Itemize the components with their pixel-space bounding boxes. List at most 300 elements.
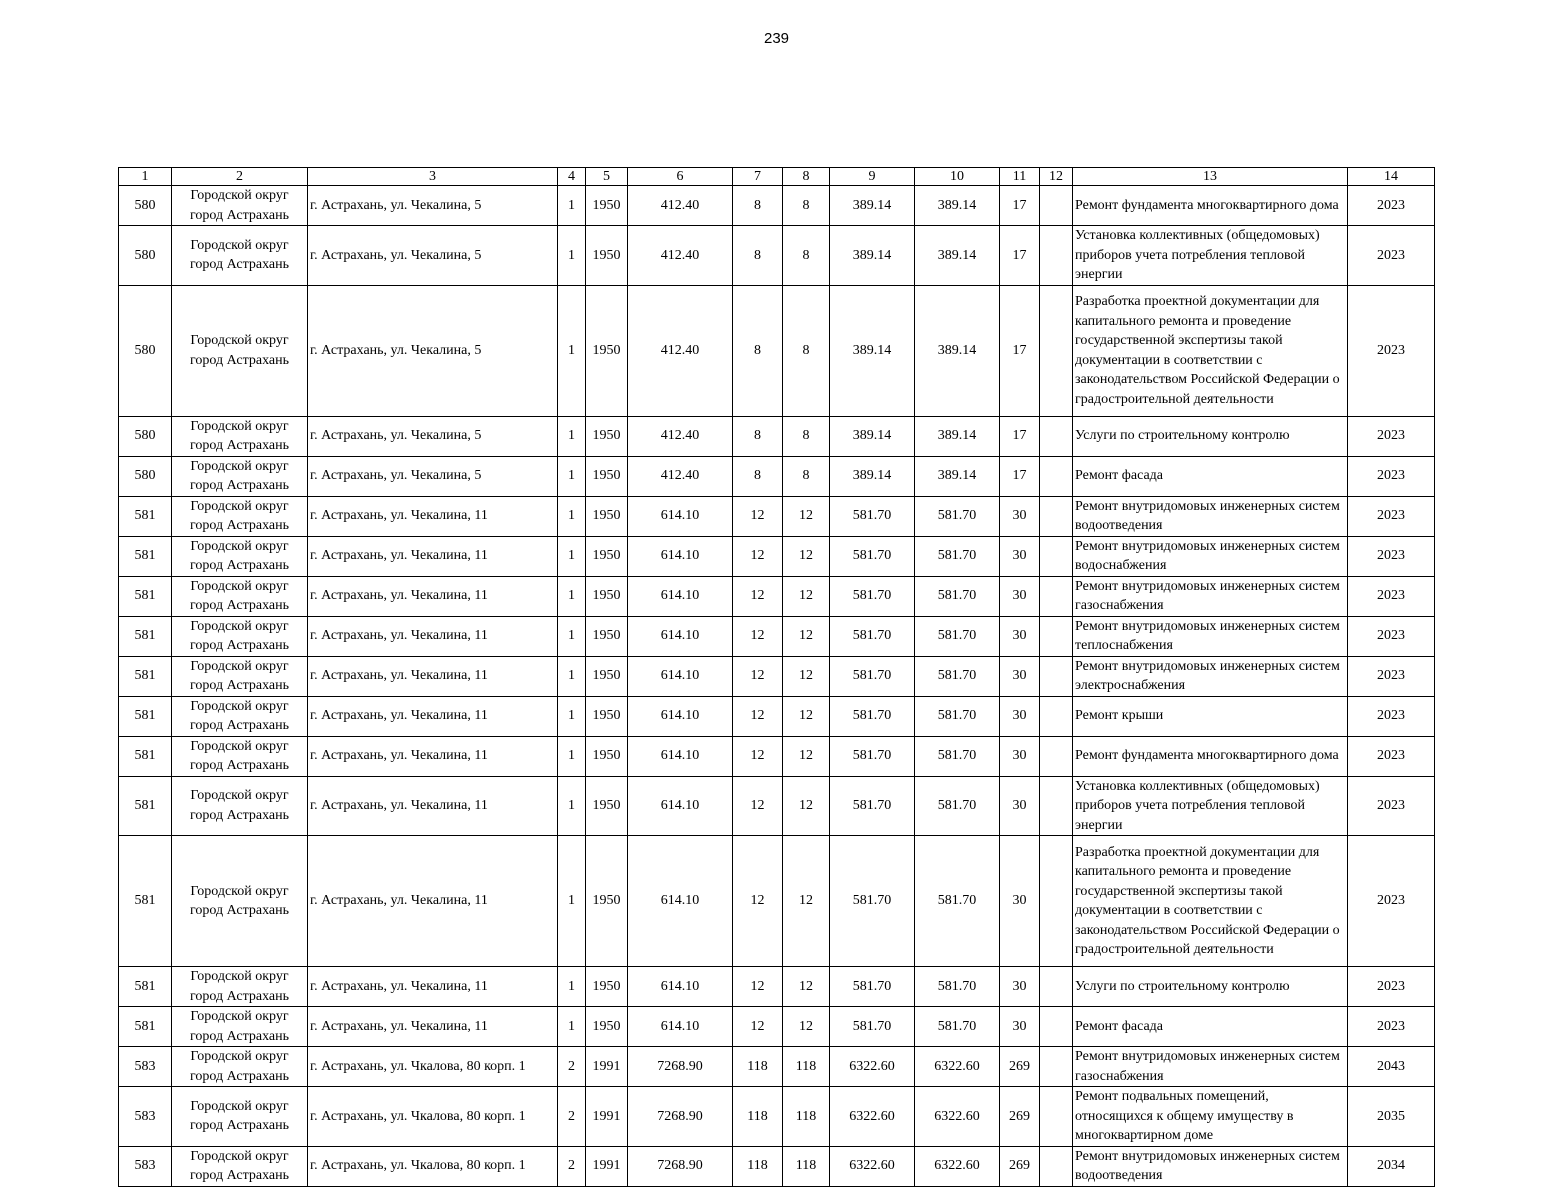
work-type-cell: Установка коллективных (общедомовых) приборов учета потребления тепловой энергии [1073, 226, 1348, 286]
object-number-cell: 581 [119, 1007, 172, 1047]
address-cell: г. Астрахань, ул. Чкалова, 80 корп. 1 [308, 1087, 558, 1147]
floors-cell: 118 [733, 1087, 783, 1147]
total-area-cell: 412.40 [628, 456, 733, 496]
owned-area-cell: 581.70 [915, 776, 1000, 836]
owned-area-cell: 581.70 [915, 576, 1000, 616]
municipality-cell: Городской округ город Астрахань [172, 496, 308, 536]
residents-cell: 30 [1000, 496, 1040, 536]
floors-cell: 12 [733, 616, 783, 656]
blank-col-cell [1040, 1087, 1073, 1147]
entrances-cell: 12 [783, 1007, 830, 1047]
material-cell: 1 [558, 616, 586, 656]
entrances-cell: 8 [783, 416, 830, 456]
material-cell: 1 [558, 576, 586, 616]
year-built-cell: 1950 [586, 186, 628, 226]
object-number-cell: 580 [119, 456, 172, 496]
floors-cell: 8 [733, 285, 783, 416]
owned-area-cell: 389.14 [915, 186, 1000, 226]
planned-year-cell: 2023 [1348, 496, 1435, 536]
work-type-cell: Ремонт фасада [1073, 456, 1348, 496]
table-row [119, 1047, 1435, 1087]
address-cell: г. Астрахань, ул. Чекалина, 11 [308, 616, 558, 656]
table-row [119, 456, 1435, 496]
year-built-cell: 1950 [586, 285, 628, 416]
object-number-cell: 581 [119, 836, 172, 967]
table-row [119, 736, 1435, 776]
total-area-cell: 7268.90 [628, 1047, 733, 1087]
work-type-cell: Услуги по строительному контролю [1073, 416, 1348, 456]
object-number-cell: 580 [119, 186, 172, 226]
total-area-cell: 614.10 [628, 496, 733, 536]
entrances-cell: 8 [783, 456, 830, 496]
living-area-cell: 389.14 [830, 456, 915, 496]
residents-cell: 30 [1000, 696, 1040, 736]
floors-cell: 12 [733, 576, 783, 616]
work-type-cell: Ремонт внутридомовых инженерных систем водоотведения [1073, 1146, 1348, 1186]
object-number-cell: 580 [119, 285, 172, 416]
material-cell: 2 [558, 1047, 586, 1087]
material-cell: 1 [558, 776, 586, 836]
total-area-cell: 412.40 [628, 226, 733, 286]
table-row [119, 616, 1435, 656]
column-header: 10 [915, 168, 1000, 186]
table-row [119, 656, 1435, 696]
municipality-cell: Городской округ город Астрахань [172, 836, 308, 967]
table-row [119, 1146, 1435, 1186]
owned-area-cell: 6322.60 [915, 1087, 1000, 1147]
owned-area-cell: 581.70 [915, 836, 1000, 967]
municipality-cell: Городской округ город Астрахань [172, 656, 308, 696]
work-type-cell: Разработка проектной документации для капитального ремонта и проведение государственной экспертизы такой документации в соответствии с законодательством Российской Федерации о градостроительной деятельности [1073, 836, 1348, 967]
work-type-cell: Разработка проектной документации для капитального ремонта и проведение государственной экспертизы такой документации в соответствии с законодательством Российской Федерации о градостроительной деятельности [1073, 285, 1348, 416]
blank-col-cell [1040, 776, 1073, 836]
municipality-cell: Городской округ город Астрахань [172, 967, 308, 1007]
floors-cell: 12 [733, 736, 783, 776]
table-row [119, 536, 1435, 576]
table-row [119, 1007, 1435, 1047]
year-built-cell: 1950 [586, 836, 628, 967]
living-area-cell: 581.70 [830, 576, 915, 616]
floors-cell: 12 [733, 496, 783, 536]
blank-col-cell [1040, 576, 1073, 616]
living-area-cell: 389.14 [830, 285, 915, 416]
owned-area-cell: 581.70 [915, 616, 1000, 656]
blank-col-cell [1040, 736, 1073, 776]
residents-cell: 30 [1000, 836, 1040, 967]
object-number-cell: 581 [119, 776, 172, 836]
address-cell: г. Астрахань, ул. Чекалина, 11 [308, 656, 558, 696]
repair-registry-table [118, 167, 1435, 1187]
address-cell: г. Астрахань, ул. Чекалина, 5 [308, 226, 558, 286]
address-cell: г. Астрахань, ул. Чкалова, 80 корп. 1 [308, 1146, 558, 1186]
living-area-cell: 389.14 [830, 226, 915, 286]
work-type-cell: Ремонт подвальных помещений, относящихся к общему имуществу в многоквартирном доме [1073, 1087, 1348, 1147]
year-built-cell: 1950 [586, 776, 628, 836]
object-number-cell: 583 [119, 1146, 172, 1186]
residents-cell: 17 [1000, 416, 1040, 456]
object-number-cell: 581 [119, 736, 172, 776]
column-number-row [119, 168, 1435, 186]
table-row [119, 496, 1435, 536]
floors-cell: 118 [733, 1146, 783, 1186]
object-number-cell: 581 [119, 656, 172, 696]
column-header: 6 [628, 168, 733, 186]
residents-cell: 17 [1000, 456, 1040, 496]
residents-cell: 30 [1000, 736, 1040, 776]
table-row [119, 285, 1435, 416]
owned-area-cell: 581.70 [915, 696, 1000, 736]
blank-col-cell [1040, 1047, 1073, 1087]
year-built-cell: 1950 [586, 967, 628, 1007]
total-area-cell: 7268.90 [628, 1146, 733, 1186]
planned-year-cell: 2023 [1348, 1007, 1435, 1047]
total-area-cell: 614.10 [628, 536, 733, 576]
address-cell: г. Астрахань, ул. Чкалова, 80 корп. 1 [308, 1047, 558, 1087]
object-number-cell: 581 [119, 496, 172, 536]
column-header: 2 [172, 168, 308, 186]
entrances-cell: 118 [783, 1146, 830, 1186]
table-row [119, 967, 1435, 1007]
owned-area-cell: 389.14 [915, 456, 1000, 496]
address-cell: г. Астрахань, ул. Чекалина, 5 [308, 285, 558, 416]
total-area-cell: 614.10 [628, 776, 733, 836]
material-cell: 1 [558, 456, 586, 496]
floors-cell: 12 [733, 656, 783, 696]
living-area-cell: 581.70 [830, 496, 915, 536]
blank-col-cell [1040, 967, 1073, 1007]
entrances-cell: 8 [783, 226, 830, 286]
column-header: 4 [558, 168, 586, 186]
municipality-cell: Городской округ город Астрахань [172, 776, 308, 836]
floors-cell: 12 [733, 1007, 783, 1047]
object-number-cell: 583 [119, 1047, 172, 1087]
residents-cell: 30 [1000, 967, 1040, 1007]
municipality-cell: Городской округ город Астрахань [172, 696, 308, 736]
material-cell: 1 [558, 285, 586, 416]
owned-area-cell: 581.70 [915, 536, 1000, 576]
residents-cell: 30 [1000, 576, 1040, 616]
address-cell: г. Астрахань, ул. Чекалина, 11 [308, 967, 558, 1007]
planned-year-cell: 2035 [1348, 1087, 1435, 1147]
work-type-cell: Ремонт фасада [1073, 1007, 1348, 1047]
material-cell: 1 [558, 696, 586, 736]
entrances-cell: 12 [783, 656, 830, 696]
planned-year-cell: 2023 [1348, 186, 1435, 226]
table-row [119, 416, 1435, 456]
living-area-cell: 6322.60 [830, 1047, 915, 1087]
address-cell: г. Астрахань, ул. Чекалина, 11 [308, 776, 558, 836]
municipality-cell: Городской округ город Астрахань [172, 616, 308, 656]
living-area-cell: 581.70 [830, 656, 915, 696]
blank-col-cell [1040, 226, 1073, 286]
residents-cell: 30 [1000, 656, 1040, 696]
column-header: 14 [1348, 168, 1435, 186]
address-cell: г. Астрахань, ул. Чекалина, 11 [308, 536, 558, 576]
column-header: 3 [308, 168, 558, 186]
blank-col-cell [1040, 456, 1073, 496]
blank-col-cell [1040, 1146, 1073, 1186]
floors-cell: 12 [733, 776, 783, 836]
living-area-cell: 581.70 [830, 967, 915, 1007]
address-cell: г. Астрахань, ул. Чекалина, 5 [308, 416, 558, 456]
residents-cell: 17 [1000, 226, 1040, 286]
entrances-cell: 12 [783, 836, 830, 967]
material-cell: 1 [558, 656, 586, 696]
year-built-cell: 1950 [586, 456, 628, 496]
material-cell: 1 [558, 836, 586, 967]
column-header: 5 [586, 168, 628, 186]
column-header: 11 [1000, 168, 1040, 186]
year-built-cell: 1991 [586, 1047, 628, 1087]
living-area-cell: 581.70 [830, 736, 915, 776]
residents-cell: 17 [1000, 186, 1040, 226]
address-cell: г. Астрахань, ул. Чекалина, 11 [308, 496, 558, 536]
floors-cell: 118 [733, 1047, 783, 1087]
municipality-cell: Городской округ город Астрахань [172, 1047, 308, 1087]
blank-col-cell [1040, 416, 1073, 456]
blank-col-cell [1040, 186, 1073, 226]
object-number-cell: 580 [119, 226, 172, 286]
municipality-cell: Городской округ город Астрахань [172, 736, 308, 776]
municipality-cell: Городской округ город Астрахань [172, 226, 308, 286]
material-cell: 2 [558, 1087, 586, 1147]
municipality-cell: Городской округ город Астрахань [172, 186, 308, 226]
living-area-cell: 581.70 [830, 836, 915, 967]
work-type-cell: Ремонт крыши [1073, 696, 1348, 736]
blank-col-cell [1040, 1007, 1073, 1047]
object-number-cell: 581 [119, 616, 172, 656]
work-type-cell: Установка коллективных (общедомовых) приборов учета потребления тепловой энергии [1073, 776, 1348, 836]
entrances-cell: 12 [783, 967, 830, 1007]
municipality-cell: Городской округ город Астрахань [172, 416, 308, 456]
municipality-cell: Городской округ город Астрахань [172, 536, 308, 576]
residents-cell: 30 [1000, 776, 1040, 836]
total-area-cell: 614.10 [628, 736, 733, 776]
address-cell: г. Астрахань, ул. Чекалина, 5 [308, 456, 558, 496]
living-area-cell: 581.70 [830, 616, 915, 656]
material-cell: 1 [558, 186, 586, 226]
material-cell: 1 [558, 967, 586, 1007]
planned-year-cell: 2023 [1348, 656, 1435, 696]
residents-cell: 17 [1000, 285, 1040, 416]
owned-area-cell: 389.14 [915, 285, 1000, 416]
owned-area-cell: 6322.60 [915, 1047, 1000, 1087]
year-built-cell: 1950 [586, 536, 628, 576]
address-cell: г. Астрахань, ул. Чекалина, 11 [308, 696, 558, 736]
year-built-cell: 1950 [586, 656, 628, 696]
blank-col-cell [1040, 656, 1073, 696]
table-row [119, 576, 1435, 616]
material-cell: 1 [558, 736, 586, 776]
planned-year-cell: 2043 [1348, 1047, 1435, 1087]
municipality-cell: Городской округ город Астрахань [172, 1146, 308, 1186]
entrances-cell: 12 [783, 496, 830, 536]
total-area-cell: 614.10 [628, 696, 733, 736]
year-built-cell: 1950 [586, 1007, 628, 1047]
entrances-cell: 12 [783, 696, 830, 736]
planned-year-cell: 2023 [1348, 226, 1435, 286]
year-built-cell: 1950 [586, 416, 628, 456]
work-type-cell: Услуги по строительному контролю [1073, 967, 1348, 1007]
floors-cell: 8 [733, 186, 783, 226]
material-cell: 1 [558, 496, 586, 536]
address-cell: г. Астрахань, ул. Чекалина, 11 [308, 1007, 558, 1047]
entrances-cell: 12 [783, 576, 830, 616]
residents-cell: 269 [1000, 1047, 1040, 1087]
floors-cell: 8 [733, 416, 783, 456]
column-header: 12 [1040, 168, 1073, 186]
blank-col-cell [1040, 836, 1073, 967]
year-built-cell: 1950 [586, 736, 628, 776]
floors-cell: 12 [733, 967, 783, 1007]
floors-cell: 12 [733, 536, 783, 576]
entrances-cell: 118 [783, 1087, 830, 1147]
year-built-cell: 1991 [586, 1087, 628, 1147]
object-number-cell: 583 [119, 1087, 172, 1147]
year-built-cell: 1950 [586, 696, 628, 736]
total-area-cell: 614.10 [628, 836, 733, 967]
entrances-cell: 118 [783, 1047, 830, 1087]
planned-year-cell: 2023 [1348, 416, 1435, 456]
owned-area-cell: 581.70 [915, 496, 1000, 536]
address-cell: г. Астрахань, ул. Чекалина, 11 [308, 736, 558, 776]
table-row [119, 186, 1435, 226]
residents-cell: 30 [1000, 536, 1040, 576]
floors-cell: 8 [733, 456, 783, 496]
total-area-cell: 614.10 [628, 616, 733, 656]
page-number: 239 [763, 30, 790, 47]
material-cell: 1 [558, 416, 586, 456]
planned-year-cell: 2023 [1348, 285, 1435, 416]
living-area-cell: 581.70 [830, 696, 915, 736]
total-area-cell: 412.40 [628, 186, 733, 226]
table-row [119, 1087, 1435, 1147]
column-header: 7 [733, 168, 783, 186]
column-header: 13 [1073, 168, 1348, 186]
living-area-cell: 6322.60 [830, 1087, 915, 1147]
table-row [119, 776, 1435, 836]
material-cell: 1 [558, 226, 586, 286]
living-area-cell: 6322.60 [830, 1146, 915, 1186]
table-row [119, 226, 1435, 286]
owned-area-cell: 581.70 [915, 967, 1000, 1007]
municipality-cell: Городской округ город Астрахань [172, 576, 308, 616]
blank-col-cell [1040, 285, 1073, 416]
living-area-cell: 581.70 [830, 776, 915, 836]
living-area-cell: 581.70 [830, 536, 915, 576]
year-built-cell: 1950 [586, 576, 628, 616]
residents-cell: 30 [1000, 616, 1040, 656]
object-number-cell: 581 [119, 576, 172, 616]
work-type-cell: Ремонт внутридомовых инженерных систем газоснабжения [1073, 576, 1348, 616]
total-area-cell: 412.40 [628, 416, 733, 456]
owned-area-cell: 581.70 [915, 1007, 1000, 1047]
entrances-cell: 12 [783, 536, 830, 576]
planned-year-cell: 2023 [1348, 836, 1435, 967]
residents-cell: 269 [1000, 1146, 1040, 1186]
entrances-cell: 12 [783, 616, 830, 656]
work-type-cell: Ремонт фундамента многоквартирного дома [1073, 186, 1348, 226]
floors-cell: 12 [733, 836, 783, 967]
object-number-cell: 580 [119, 416, 172, 456]
entrances-cell: 12 [783, 776, 830, 836]
year-built-cell: 1950 [586, 616, 628, 656]
residents-cell: 269 [1000, 1087, 1040, 1147]
planned-year-cell: 2023 [1348, 576, 1435, 616]
year-built-cell: 1950 [586, 496, 628, 536]
column-header: 9 [830, 168, 915, 186]
work-type-cell: Ремонт внутридомовых инженерных систем водоснабжения [1073, 536, 1348, 576]
planned-year-cell: 2023 [1348, 776, 1435, 836]
work-type-cell: Ремонт фундамента многоквартирного дома [1073, 736, 1348, 776]
municipality-cell: Городской округ город Астрахань [172, 1007, 308, 1047]
planned-year-cell: 2023 [1348, 736, 1435, 776]
material-cell: 1 [558, 1007, 586, 1047]
table-row [119, 836, 1435, 967]
entrances-cell: 12 [783, 736, 830, 776]
planned-year-cell: 2034 [1348, 1146, 1435, 1186]
planned-year-cell: 2023 [1348, 616, 1435, 656]
residents-cell: 30 [1000, 1007, 1040, 1047]
planned-year-cell: 2023 [1348, 967, 1435, 1007]
municipality-cell: Городской округ город Астрахань [172, 456, 308, 496]
year-built-cell: 1991 [586, 1146, 628, 1186]
owned-area-cell: 581.70 [915, 736, 1000, 776]
material-cell: 1 [558, 536, 586, 576]
living-area-cell: 389.14 [830, 186, 915, 226]
floors-cell: 8 [733, 226, 783, 286]
blank-col-cell [1040, 616, 1073, 656]
blank-col-cell [1040, 536, 1073, 576]
year-built-cell: 1950 [586, 226, 628, 286]
object-number-cell: 581 [119, 696, 172, 736]
blank-col-cell [1040, 496, 1073, 536]
owned-area-cell: 581.70 [915, 656, 1000, 696]
owned-area-cell: 6322.60 [915, 1146, 1000, 1186]
column-header: 8 [783, 168, 830, 186]
material-cell: 2 [558, 1146, 586, 1186]
address-cell: г. Астрахань, ул. Чекалина, 11 [308, 836, 558, 967]
municipality-cell: Городской округ город Астрахань [172, 285, 308, 416]
total-area-cell: 412.40 [628, 285, 733, 416]
municipality-cell: Городской округ город Астрахань [172, 1087, 308, 1147]
total-area-cell: 614.10 [628, 576, 733, 616]
column-header: 1 [119, 168, 172, 186]
total-area-cell: 614.10 [628, 656, 733, 696]
total-area-cell: 614.10 [628, 967, 733, 1007]
total-area-cell: 7268.90 [628, 1087, 733, 1147]
address-cell: г. Астрахань, ул. Чекалина, 11 [308, 576, 558, 616]
work-type-cell: Ремонт внутридомовых инженерных систем теплоснабжения [1073, 616, 1348, 656]
object-number-cell: 581 [119, 967, 172, 1007]
owned-area-cell: 389.14 [915, 226, 1000, 286]
planned-year-cell: 2023 [1348, 536, 1435, 576]
owned-area-cell: 389.14 [915, 416, 1000, 456]
planned-year-cell: 2023 [1348, 696, 1435, 736]
living-area-cell: 581.70 [830, 1007, 915, 1047]
floors-cell: 12 [733, 696, 783, 736]
work-type-cell: Ремонт внутридомовых инженерных систем газоснабжения [1073, 1047, 1348, 1087]
address-cell: г. Астрахань, ул. Чекалина, 5 [308, 186, 558, 226]
table-row [119, 696, 1435, 736]
entrances-cell: 8 [783, 285, 830, 416]
living-area-cell: 389.14 [830, 416, 915, 456]
planned-year-cell: 2023 [1348, 456, 1435, 496]
entrances-cell: 8 [783, 186, 830, 226]
blank-col-cell [1040, 696, 1073, 736]
object-number-cell: 581 [119, 536, 172, 576]
work-type-cell: Ремонт внутридомовых инженерных систем водоотведения [1073, 496, 1348, 536]
